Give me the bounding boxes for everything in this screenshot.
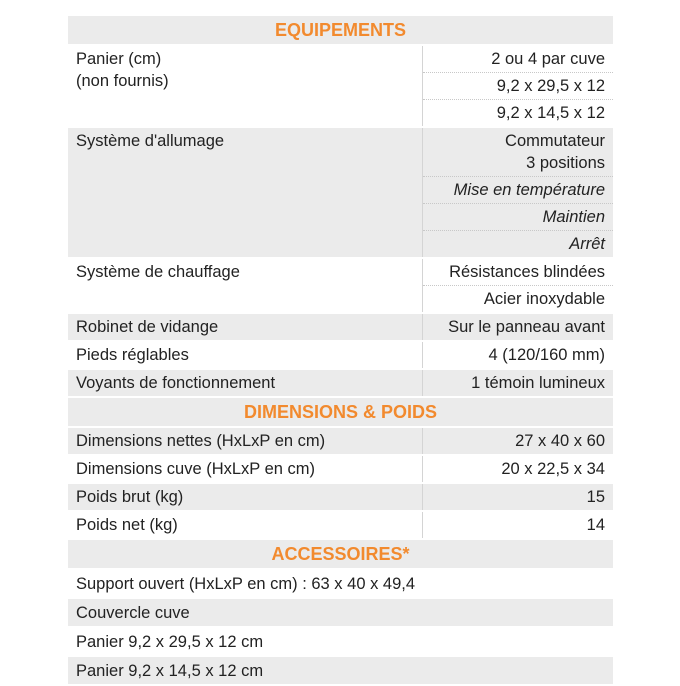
spec-row — [68, 128, 613, 259]
accessory-item: Panier 9,2 x 29,5 x 12 cm — [68, 628, 613, 657]
spec-values — [422, 456, 613, 482]
spec-values — [422, 370, 613, 396]
spec-table — [68, 16, 613, 686]
spec-value: 1 témoin lumineux — [471, 374, 605, 392]
spec-row — [68, 512, 613, 540]
spec-value: 14 — [586, 516, 605, 534]
spec-value: Mise en température — [423, 176, 613, 203]
spec-value: 9,2 x 29,5 x 12 — [423, 72, 613, 99]
spec-row — [68, 370, 613, 398]
section-title-accessoires: ACCESSOIRES* — [68, 540, 613, 570]
spec-label: Poids brut (kg) — [76, 488, 184, 506]
spec-value: 15 — [586, 488, 605, 506]
spec-values — [422, 314, 613, 340]
spec-row — [68, 484, 613, 512]
accessory-item: Couvercle cuve — [68, 599, 613, 628]
spec-value: 9,2 x 14,5 x 12 — [423, 99, 613, 126]
spec-value: 2 ou 4 par cuve — [491, 50, 605, 68]
spec-value: 4 (120/160 mm) — [488, 346, 605, 364]
spec-values — [422, 342, 613, 368]
accessory-item: Panier 9,2 x 14,5 x 12 cm — [68, 657, 613, 686]
spec-label: Dimensions nettes (HxLxP en cm) — [76, 432, 326, 450]
spec-value: Sur le panneau avant — [448, 318, 605, 336]
spec-value: 27 x 40 x 60 — [515, 432, 605, 450]
spec-label: Robinet de vidange — [76, 318, 219, 336]
spec-value: Résistances blindées — [449, 263, 605, 281]
accessoires-rows — [68, 570, 613, 686]
spec-values — [422, 484, 613, 510]
spec-value: 20 x 22,5 x 34 — [501, 460, 605, 478]
equipements-rows — [68, 46, 613, 398]
spec-label: Voyants de fonctionnement — [76, 374, 276, 392]
spec-label: Poids net (kg) — [76, 516, 178, 534]
spec-row — [68, 259, 613, 314]
spec-values — [422, 128, 613, 257]
spec-value: Arrêt — [423, 230, 613, 257]
accessory-item: Support ouvert (HxLxP en cm) : 63 x 40 x 49,4 — [68, 570, 613, 599]
spec-value: Commutateur 3 positions — [505, 132, 605, 172]
spec-row — [68, 46, 613, 128]
spec-row — [68, 428, 613, 456]
spec-row — [68, 342, 613, 370]
spec-values — [422, 259, 613, 312]
dimensions-rows — [68, 428, 613, 540]
spec-value: Maintien — [423, 203, 613, 230]
spec-values — [422, 512, 613, 538]
section-title-equipements: EQUIPEMENTS — [68, 16, 613, 46]
section-title-dimensions: DIMENSIONS & POIDS — [68, 398, 613, 428]
spec-values — [422, 46, 613, 126]
spec-label: Dimensions cuve (HxLxP en cm) — [76, 460, 316, 478]
spec-label: Système d'allumage — [76, 132, 225, 150]
spec-value: Acier inoxydable — [423, 285, 613, 312]
spec-label: Panier (cm) (non fournis) — [76, 50, 169, 90]
spec-row — [68, 314, 613, 342]
spec-row — [68, 456, 613, 484]
spec-label: Système de chauffage — [76, 263, 240, 281]
spec-values — [422, 428, 613, 454]
spec-label: Pieds réglables — [76, 346, 189, 364]
